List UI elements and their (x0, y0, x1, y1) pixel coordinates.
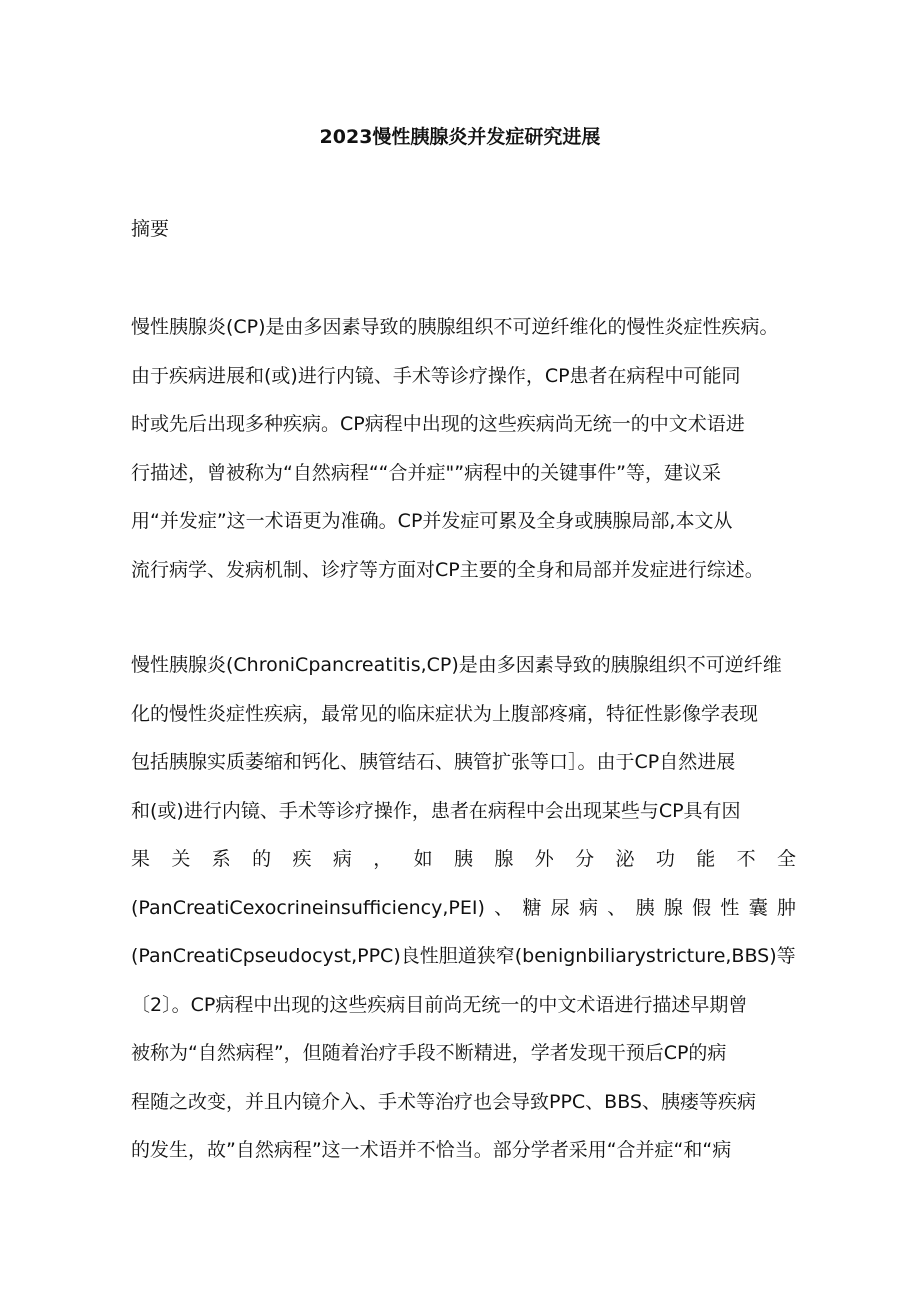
text-line-justified: 果关系的疾病，如胰腺外分泌功能不全 (131, 848, 796, 870)
text-line: 慢性胰腺炎(ChroniCpancreatitis,CP)是由多因素导致的胰腺组织不可逆纤维 (131, 654, 782, 676)
abstract-paragraph (131, 312, 796, 603)
text-line: 被称为“自然病程”，但随着治疗手段不断精进，学者发现干预后CP的病 (131, 1042, 727, 1064)
text-line: 由于疾病进展和(或)进行内镜、手术等诊疗操作，CP患者在病程中可能同 (131, 364, 741, 387)
text-line: 流行病学、发病机制、诊疗等方面对CP主要的全身和局部并发症进行综述。 (131, 558, 764, 581)
text-line: (PanCreatiCpseudocyst,PPC)良性胆道狭窄(benignbiliarystricture,BBS)等 (131, 945, 796, 967)
text-line: 〔2〕。CP病程中出现的这些疾病目前尚无统一的中文术语进行描述早期曾 (131, 993, 748, 1016)
text-line-justified: (PanCreatiCexocrineinsufficiency,PEI)、糖尿病、胰腺假性囊肿 (131, 896, 796, 919)
text-line: 行描述，曾被称为“自然病程““合并症"”病程中的关键事件”等，建议采 (131, 461, 721, 484)
document-title: 2023慢性胰腺炎并发症研究进展 (319, 126, 601, 148)
body-paragraph (131, 650, 796, 1184)
text-line: 时或先后出现多种疾病。CP病程中出现的这些疾病尚无统一的中文术语进 (131, 413, 745, 435)
text-line: 包括胰腺实质萎缩和钙化、胰管结石、胰管扩张等口］。由于CP自然进展 (131, 751, 736, 773)
text-line: 和(或)进行内镜、手术等诊疗操作，患者在病程中会出现某些与CP具有因 (131, 799, 741, 822)
text-line: 用“并发症”这一术语更为准确。CP并发症可累及全身或胰腺局部,本文从 (131, 510, 733, 532)
text-line: 化的慢性炎症性疾病，最常见的临床症状为上腹部疼痛，特征性影像学表现 (131, 702, 759, 725)
abstract-heading: 摘要 (131, 218, 170, 240)
text-line: 慢性胰腺炎(CP)是由多因素导致的胰腺组织不可逆纤维化的慢性炎症性疾病。 (131, 316, 779, 338)
text-line: 的发生，故”自然病程”这一术语并不恰当。部分学者采用“合并症“和“病 (131, 1139, 732, 1161)
text-line: 程随之改变，并且内镜介入、手术等治疗也会导致PPC、BBS、胰瘘等疾病 (131, 1090, 756, 1113)
